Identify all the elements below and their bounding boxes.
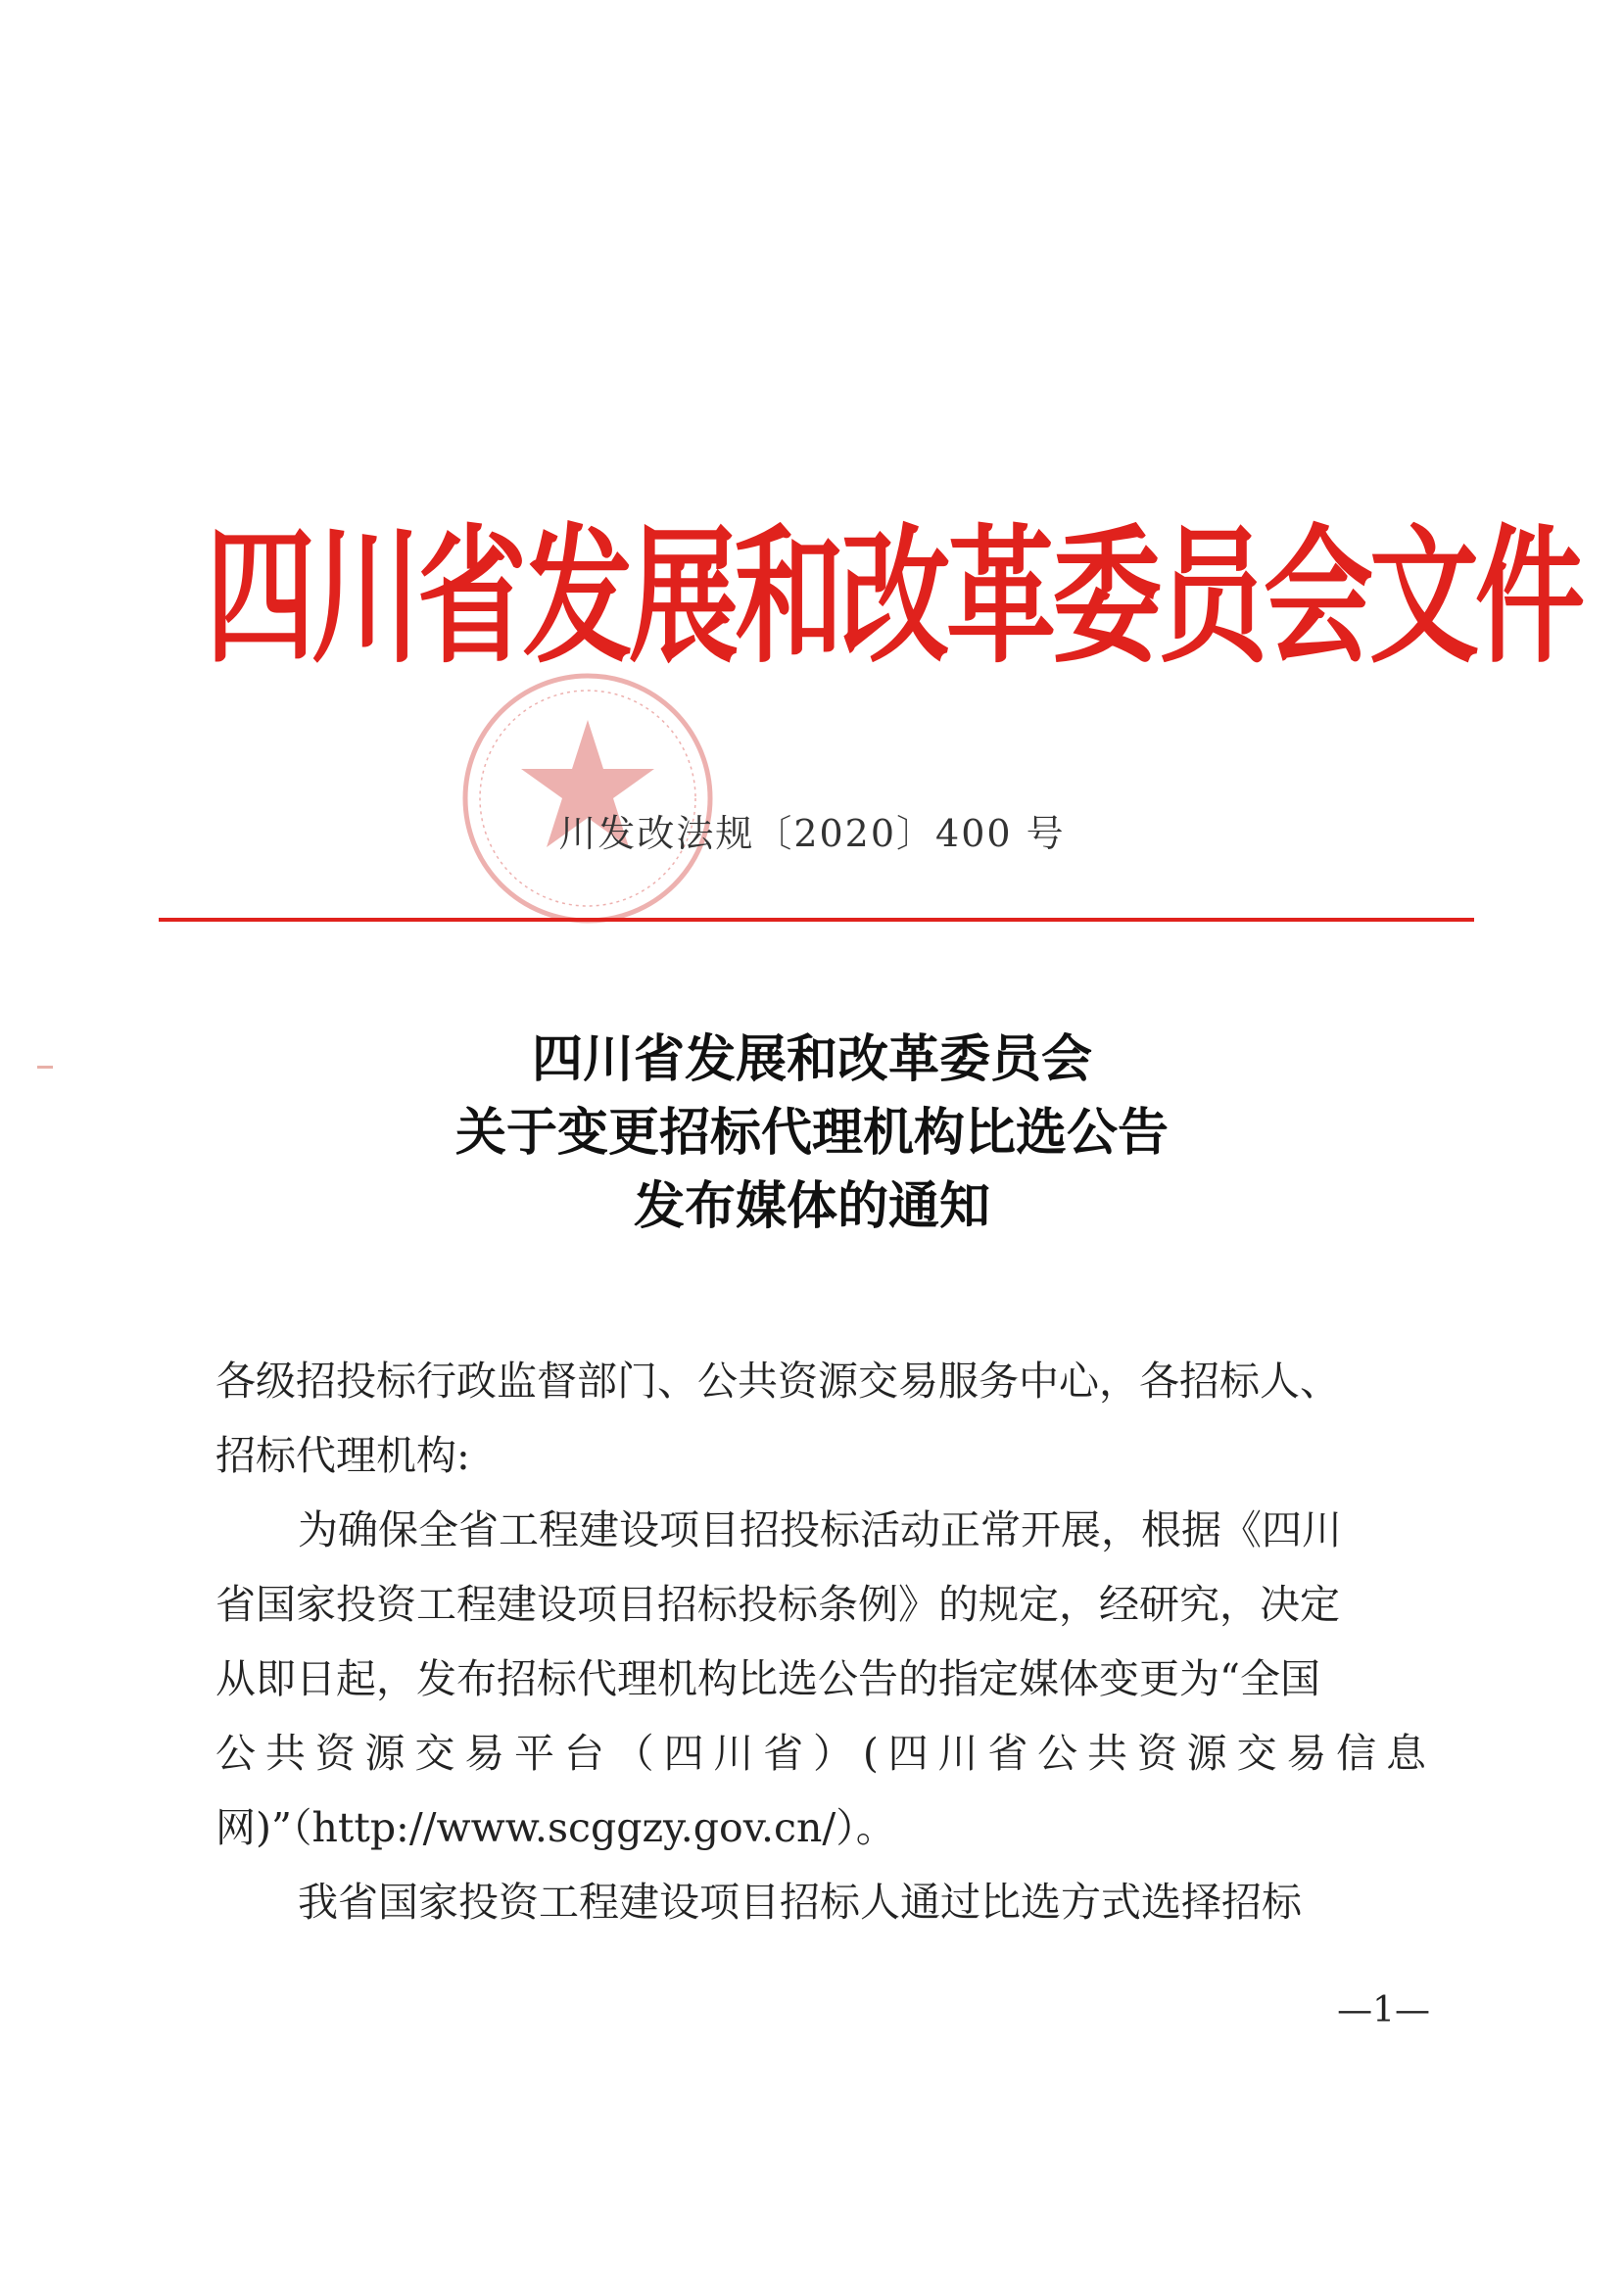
official-seal-icon xyxy=(441,666,735,930)
notice-body xyxy=(215,1344,1426,1939)
issuing-authority-header: 四川省发展和改革委员会文件 xyxy=(206,511,1581,685)
title-line-3: 发布媒体的通知 xyxy=(633,1177,990,1236)
title-line-1: 四川省发展和改革委员会 xyxy=(531,1030,1092,1089)
paragraph-1-line-4: 公共资源交易平台（四川省）(四川省公共资源交易信息 xyxy=(215,1730,1426,1777)
addressee-line-2: 招标代理机构: xyxy=(215,1432,470,1479)
document-number: 川发改法规〔2020〕400 号 xyxy=(558,812,1066,855)
notice-title xyxy=(0,1024,1624,1244)
paragraph-1-line-1: 为确保全省工程建设项目招投标活动正常开展，根据《四川 xyxy=(298,1506,1342,1553)
paragraph-1-line-5: 网)”（http://www.scggzy.gov.cn/）。 xyxy=(215,1804,896,1851)
paragraph-2-line-1: 我省国家投资工程建设项目招标人通过比选方式选择招标 xyxy=(298,1879,1302,1926)
title-line-2: 关于变更招标代理机构比选公告 xyxy=(454,1104,1169,1163)
header-divider xyxy=(159,918,1474,922)
paragraph-1-line-2: 省国家投资工程建设项目招标投标条例》的规定，经研究，决定 xyxy=(215,1581,1340,1628)
page-number: —1— xyxy=(1337,1990,1430,2030)
addressee-line-1: 各级招投标行政监督部门、公共资源交易服务中心，各招标人、 xyxy=(215,1358,1340,1405)
paragraph-1-line-3: 从即日起，发布招标代理机构比选公告的指定媒体变更为“全国 xyxy=(215,1655,1320,1702)
